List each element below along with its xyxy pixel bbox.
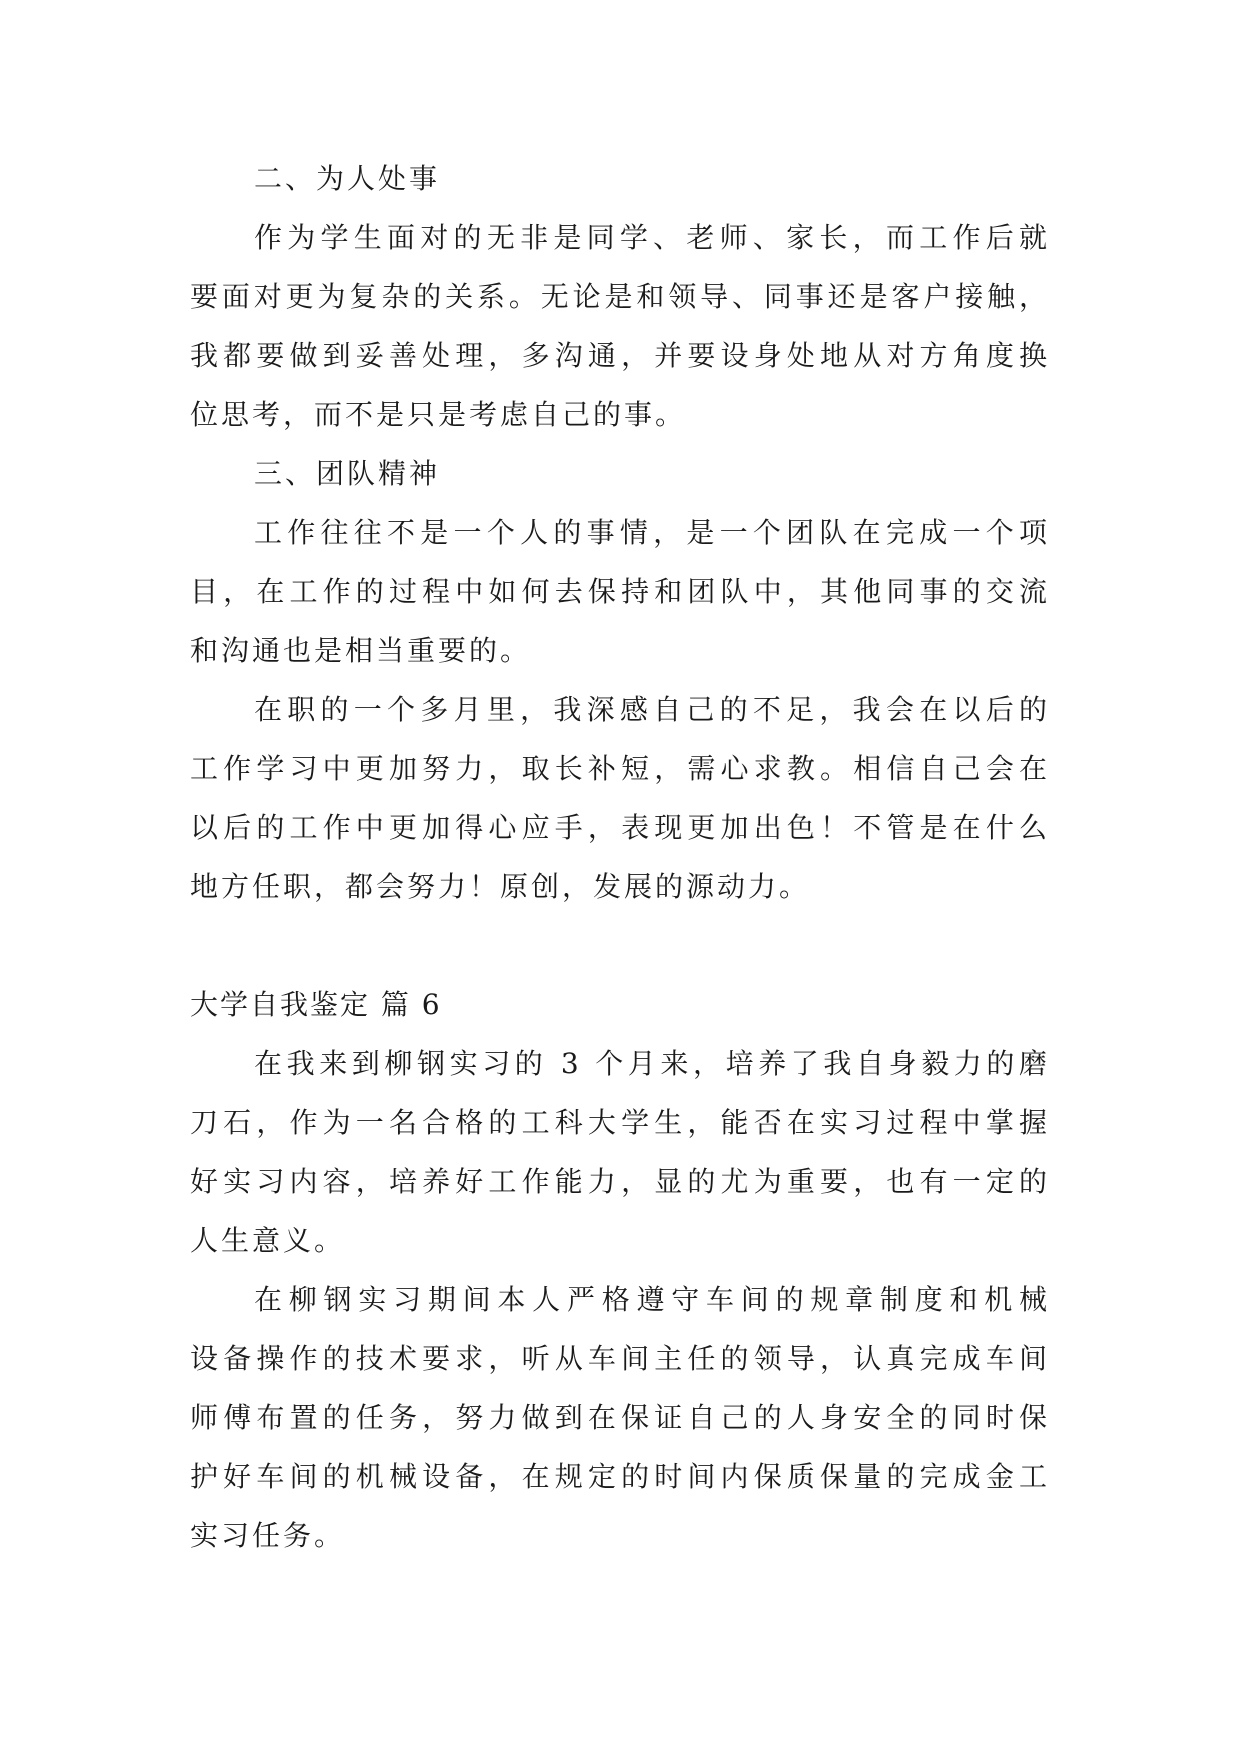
paragraph-line: 作为学生面对的无非是同学、老师、家长，而工作后就	[254, 221, 1050, 254]
paragraph-internship-intro	[190, 1045, 1050, 1260]
paragraph-line: 实习任务。	[190, 1519, 346, 1552]
paragraph-line: 要面对更为复杂的关系。无论是和领导、同事还是客户接触，	[190, 280, 1050, 313]
paragraph-line: 我都要做到妥善处理，多沟通，并要设身处地从对方角度换	[190, 339, 1050, 372]
paragraph-line: 以后的工作中更加得心应手，表现更加出色！不管是在什么	[190, 811, 1050, 844]
paragraph-interpersonal	[190, 219, 1050, 434]
document-page	[190, 160, 1050, 1555]
paragraph-reflection	[190, 691, 1050, 906]
section-title: 大学自我鉴定 篇 6	[190, 988, 442, 1021]
heading-teamwork: 三、团队精神	[254, 457, 441, 490]
paragraph-line: 好实习内容，培养好工作能力，显的尤为重要，也有一定的	[190, 1165, 1050, 1198]
paragraph-line: 护好车间的机械设备，在规定的时间内保质保量的完成金工	[190, 1460, 1050, 1493]
heading-interpersonal: 二、为人处事	[254, 162, 441, 195]
section-spacer	[190, 906, 1050, 986]
paragraph-line: 设备操作的技术要求，听从车间主任的领导，认真完成车间	[190, 1342, 1050, 1375]
paragraph-teamwork	[190, 514, 1050, 670]
paragraph-line: 在我来到柳钢实习的 3 个月来，培养了我自身毅力的磨	[254, 1047, 1050, 1080]
paragraph-line: 工作学习中更加努力，取长补短，需心求教。相信自己会在	[190, 752, 1050, 785]
paragraph-line: 在柳钢实习期间本人严格遵守车间的规章制度和机械	[254, 1283, 1050, 1316]
paragraph-line: 工作往往不是一个人的事情，是一个团队在完成一个项	[254, 516, 1050, 549]
paragraph-line: 目，在工作的过程中如何去保持和团队中，其他同事的交流	[190, 575, 1050, 608]
paragraph-line: 刀石，作为一名合格的工科大学生，能否在实习过程中掌握	[190, 1106, 1050, 1139]
paragraph-line: 人生意义。	[190, 1224, 346, 1257]
paragraph-internship-conduct	[190, 1281, 1050, 1555]
paragraph-line: 和沟通也是相当重要的。	[190, 634, 532, 667]
paragraph-line: 师傅布置的任务，努力做到在保证自己的人身安全的同时保	[190, 1401, 1050, 1434]
paragraph-line: 地方任职，都会努力！原创，发展的源动力。	[190, 870, 811, 903]
paragraph-line: 在职的一个多月里，我深感自己的不足，我会在以后的	[254, 693, 1050, 726]
paragraph-line: 位思考，而不是只是考虑自己的事。	[190, 398, 687, 431]
